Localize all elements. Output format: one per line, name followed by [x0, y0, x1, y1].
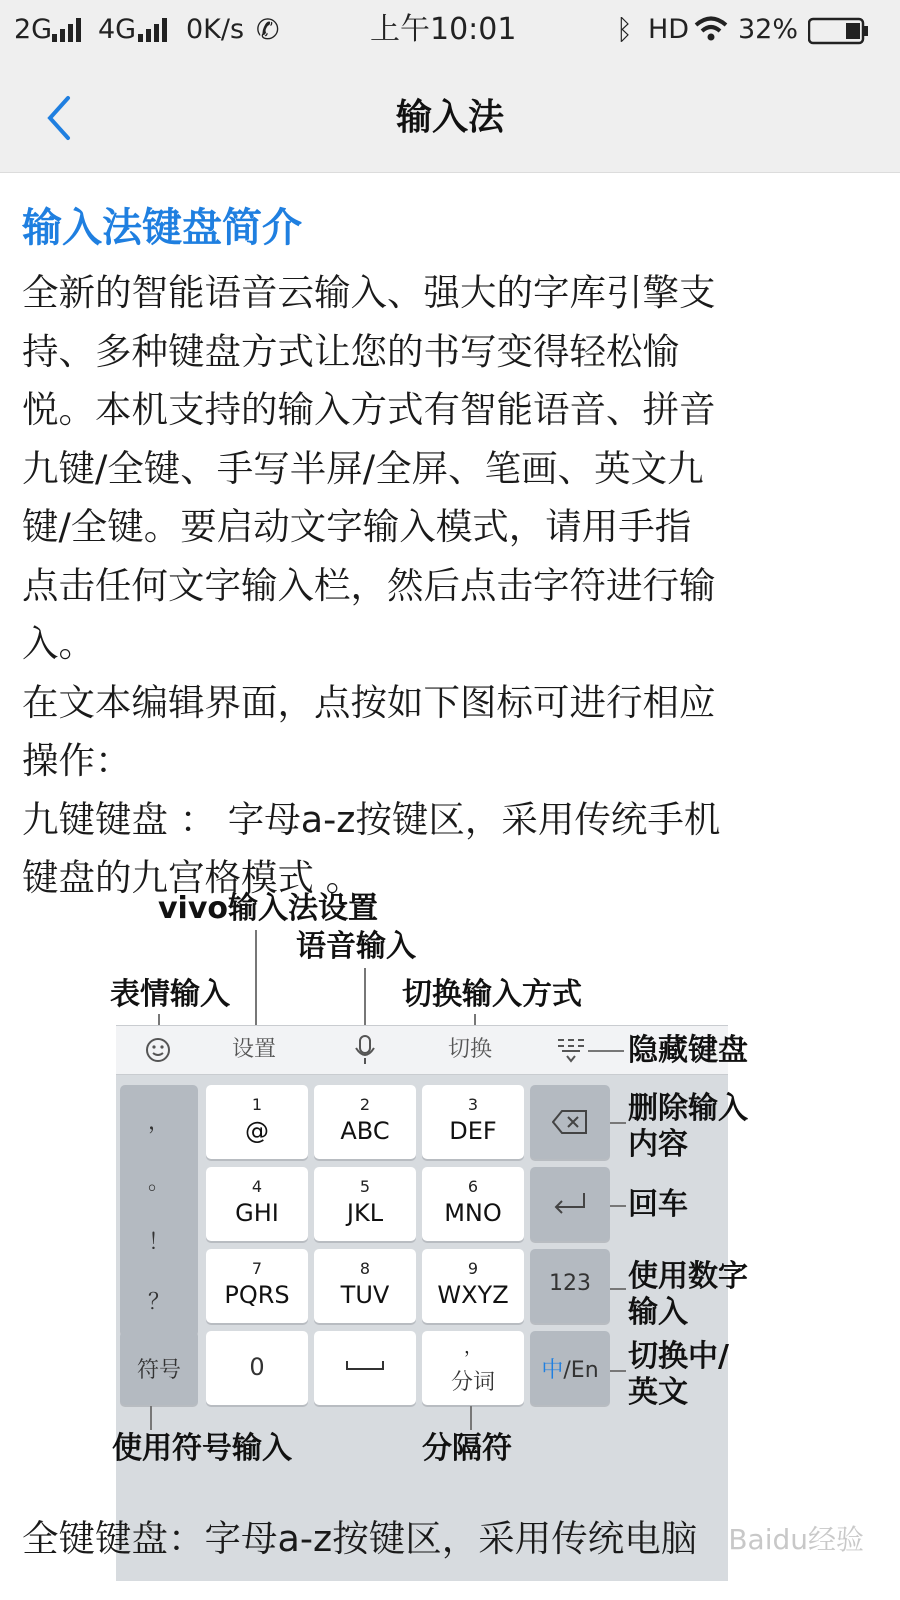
paragraph-line: 九键/全键、手写半屏/全屏、笔画、英文九 — [22, 446, 704, 490]
key-letters: JKL — [346, 1199, 384, 1227]
key-4[interactable] — [206, 1167, 308, 1241]
punct-key[interactable]: ， — [147, 1110, 170, 1135]
key-number: 9 — [467, 1259, 479, 1278]
numeric-key[interactable] — [530, 1249, 610, 1323]
symbol-key[interactable] — [120, 1331, 198, 1405]
clock: 上午10:01 — [370, 12, 517, 47]
label-emoji-input: 表情输入 — [110, 977, 230, 1012]
paragraph-line: 悦。本机支持的输入方式有智能语音、拼音 — [22, 388, 716, 431]
key-number: 2 — [359, 1095, 371, 1114]
key-0[interactable] — [206, 1331, 308, 1405]
leader-line — [364, 968, 366, 1030]
key-2[interactable] — [314, 1085, 416, 1159]
key-letters: MNO — [444, 1199, 502, 1227]
keyboard-diagram — [110, 860, 790, 1500]
status-bar — [0, 0, 900, 62]
settings-button[interactable]: 设置 — [232, 1037, 277, 1062]
key-number: 5 — [359, 1177, 371, 1196]
enter-key[interactable] — [530, 1167, 610, 1241]
label-lang-2: 英文 — [628, 1375, 688, 1410]
key-letters: DEF — [449, 1117, 497, 1145]
bluetooth-icon: ᛒ — [616, 13, 633, 46]
battery-percent: 32% — [738, 14, 799, 45]
section-heading: 输入法键盘简介 — [22, 205, 302, 251]
key-letters: PQRS — [224, 1281, 290, 1309]
punct-key[interactable]: 。 — [147, 1170, 170, 1195]
key-0-label: 0 — [249, 1353, 265, 1381]
net-speed: 0K/s — [186, 14, 245, 45]
lang-zh: 中 — [541, 1358, 564, 1383]
label-symbols: 使用符号输入 — [112, 1431, 292, 1466]
separator-comma: ， — [464, 1337, 482, 1358]
paragraph-line: 持、多种键盘方式让您的书写变得轻松愉 — [22, 329, 679, 373]
symbol-key-label: 符号 — [136, 1358, 181, 1383]
label-delete: 删除输入 — [628, 1091, 748, 1126]
paragraph-line: 操作： — [22, 739, 132, 782]
hd-label: HD — [648, 14, 690, 45]
leader-line — [610, 1288, 626, 1290]
baidu-watermark: Baidu经验 — [728, 1523, 864, 1556]
page-title: 输入法 — [395, 97, 504, 138]
punct-key[interactable]: ？ — [147, 1290, 170, 1315]
key-letters: TUV — [340, 1281, 390, 1309]
key-number: 1 — [251, 1095, 263, 1114]
separator-label: 分词 — [450, 1370, 495, 1395]
lang-en: /En — [563, 1358, 599, 1383]
numeric-key-label: 123 — [549, 1271, 591, 1296]
label-lang: 切换中/ — [628, 1339, 729, 1374]
paragraph-line: 全键键盘：字母a-z按键区，采用传统电脑 — [22, 1517, 698, 1560]
label-numeric: 使用数字 — [628, 1259, 748, 1294]
switch-input-button[interactable]: 切换 — [448, 1037, 493, 1062]
key-number: 3 — [467, 1095, 479, 1114]
label-switch-mode: 切换输入方式 — [402, 977, 582, 1012]
article — [22, 196, 882, 908]
lang-toggle-label — [530, 1353, 610, 1384]
paragraph-line: 全新的智能语音云输入、强大的字库引擎支 — [22, 271, 716, 314]
key-5[interactable] — [314, 1167, 416, 1241]
leader-line — [150, 1406, 152, 1430]
navigation-bar — [0, 62, 900, 173]
wifi-icon — [694, 16, 728, 42]
leader-line — [610, 1370, 626, 1372]
key-8[interactable] — [314, 1249, 416, 1323]
enter-icon — [552, 1191, 588, 1217]
label-enter: 回车 — [628, 1187, 688, 1222]
key-3[interactable] — [422, 1085, 524, 1159]
leader-line — [610, 1122, 626, 1124]
battery-icon — [808, 17, 870, 45]
key-9[interactable] — [422, 1249, 524, 1323]
punct-key[interactable]: ！ — [147, 1230, 170, 1255]
leader-line — [610, 1205, 626, 1207]
paragraph-line: 点击任何文字输入栏，然后点击字符进行输 — [22, 563, 716, 607]
key-letters: WXYZ — [437, 1281, 509, 1309]
paragraph-line: 键盘的九宫格模式 。 — [22, 856, 363, 899]
space-icon — [345, 1359, 385, 1373]
phone-call-icon: ✆ — [256, 13, 280, 46]
key-number: 7 — [251, 1259, 263, 1278]
hide-keyboard-icon[interactable] — [556, 1036, 590, 1064]
paragraph-line: 在文本编辑界面，点按如下图标可进行相应 — [22, 680, 716, 724]
lang-toggle-key[interactable] — [530, 1331, 610, 1405]
key-number: 4 — [251, 1177, 263, 1196]
emoji-icon[interactable] — [144, 1036, 172, 1064]
paragraph-line: 入。 — [22, 622, 95, 665]
delete-key[interactable] — [530, 1085, 610, 1159]
label-hide-keyboard: 隐藏键盘 — [628, 1033, 748, 1068]
leader-line — [588, 1050, 624, 1052]
backspace-icon — [552, 1109, 588, 1135]
key-1[interactable] — [206, 1085, 308, 1159]
leader-line — [470, 1406, 472, 1430]
key-7[interactable] — [206, 1249, 308, 1323]
signal-bars-icon — [52, 18, 86, 42]
paragraph-line: 键/全键。要启动文字输入模式，请用手指 — [22, 505, 692, 548]
key-letters: ABC — [340, 1117, 390, 1145]
label-separator: 分隔符 — [422, 1431, 512, 1466]
space-key[interactable] — [314, 1331, 416, 1405]
separator-key[interactable] — [422, 1331, 524, 1405]
key-number: 8 — [359, 1259, 371, 1278]
punctuation-column[interactable] — [120, 1085, 198, 1335]
microphone-icon[interactable] — [354, 1034, 376, 1066]
leader-line — [255, 930, 257, 1030]
label-voice-input: 语音输入 — [296, 929, 416, 964]
key-number: 6 — [467, 1177, 479, 1196]
key-letters: @ — [245, 1117, 269, 1145]
signal-2g-label: 2G — [14, 14, 53, 45]
signal-4g-label: 4G — [98, 14, 137, 45]
key-letters: GHI — [235, 1199, 279, 1227]
label-vivo-settings: vivo输入法设置 — [158, 891, 379, 926]
paragraph-line: 九键键盘 ： 字母a-z按键区，采用传统手机 — [22, 797, 721, 841]
label-numeric-2: 输入 — [628, 1295, 688, 1330]
signal-bars-icon — [138, 18, 172, 42]
key-6[interactable] — [422, 1167, 524, 1241]
label-delete-2: 内容 — [628, 1127, 688, 1162]
